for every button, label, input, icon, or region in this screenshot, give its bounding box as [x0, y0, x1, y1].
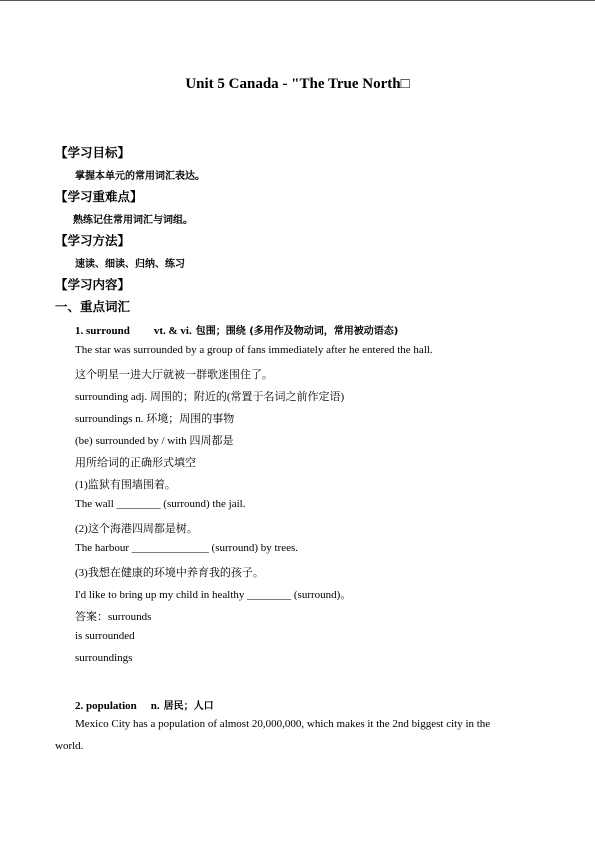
item1-line: 这个明星一进大厅就被一群歌迷围住了。 [75, 369, 273, 381]
item1-line: (1)监狱有围墙围着。 [75, 479, 176, 491]
content-heading: 【学习内容】 [55, 277, 131, 292]
item1-line: surrounding adj. 周围的；附近的(常置于名词之前作定语) [75, 391, 345, 403]
page-title: Unit 5 Canada - "The True North□ [185, 76, 410, 92]
item2-example: Mexico City has a population of almost 20,000,000, which makes it the 2nd biggest city in the [75, 718, 491, 730]
item1-line: (3)我想在健康的环境中养育我的孩子。 [75, 567, 264, 579]
item2-word: 2. population [75, 700, 137, 712]
item1-line: 用所给词的正确形式填空 [75, 457, 196, 469]
item2-heading [75, 696, 214, 714]
item2-pos: n. [150, 700, 160, 712]
key-text: 熟练记住常用词汇与词组。 [73, 215, 193, 226]
item1-line: I'd like to bring up my child in healthy ________ (surround)。 [75, 589, 352, 601]
item2-example-cont: world. [55, 740, 84, 752]
item1-pos: vt. & vi. [153, 325, 192, 337]
item1-line: (be) surrounded by / with 四周都是 [75, 435, 234, 447]
item1-line: surroundings n. 环境；周围的事物 [75, 413, 235, 425]
item1-line: The star was surrounded by a group of fans immediately after he entered the hall. [75, 344, 433, 356]
item1-word: 1. surround [75, 325, 130, 337]
method-heading: 【学习方法】 [55, 233, 131, 248]
method-text: 速读、细读、归纳、练习 [75, 259, 185, 270]
item1-line: (2)这个海港四周都是树。 [75, 523, 198, 535]
goal-heading: 【学习目标】 [55, 145, 131, 160]
key-heading: 【学习重难点】 [55, 189, 143, 204]
item1-heading [75, 321, 398, 339]
item1-meaning: 包围；围绕 (多用作及物动词，常用被动语态) [195, 326, 399, 337]
answer-line: 答案：surrounds [75, 611, 152, 623]
answer-line: surroundings [75, 652, 133, 664]
item1-line: The harbour ______________ (surround) by trees. [75, 542, 299, 554]
vocab-heading: 一、重点词汇 [55, 299, 131, 314]
item1-line: The wall ________ (surround) the jail. [75, 498, 246, 510]
goal-text: 掌握本单元的常用词汇表达。 [75, 171, 205, 182]
top-rule [0, 0, 595, 1]
item2-meaning: 居民；人口 [163, 701, 214, 712]
answer-line: is surrounded [75, 630, 135, 642]
